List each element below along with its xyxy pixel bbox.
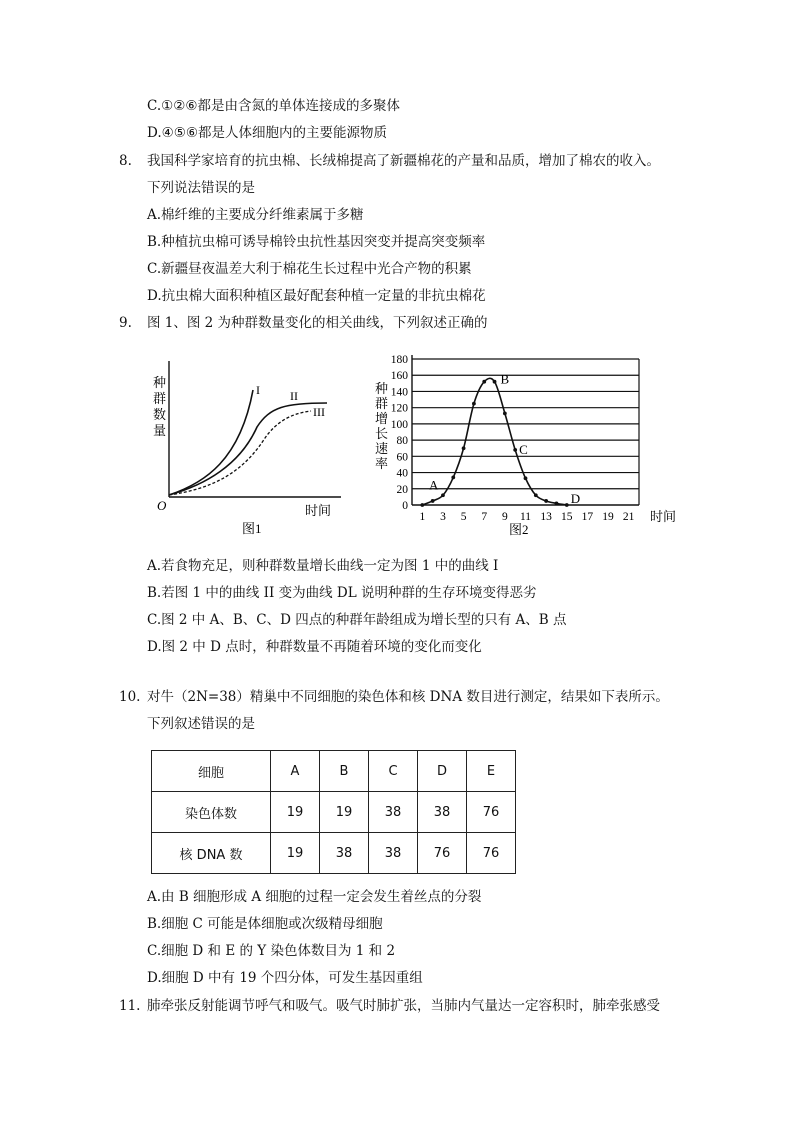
option-c: C.细胞 D 和 E 的 Y 染色体数目为 1 和 2 [147,943,396,959]
fig2-y-tick-label: 40 [396,467,408,480]
fig1-curve-ii [169,403,327,495]
table-cell: 38 [369,792,418,833]
fig2-ylabel-char: 长 [375,426,389,441]
fig2-y-tick-label: 60 [396,451,408,464]
question-stem: 对牛（2N=38）精巢中不同细胞的染色体和核 DNA 数目进行测定，结果如下表所示。 [147,689,669,705]
figure-1-population-curves [145,345,380,540]
fig2-y-tick-label: 100 [390,418,408,431]
fig2-ylabel-char: 种 [375,381,389,396]
fig1-curve-i [169,390,253,495]
option-d: D.图 2 中 D 点时，种群数量不再随着环境的变化而变化 [147,639,482,655]
fig2-data-point [493,380,497,384]
table-cell: 76 [418,833,467,874]
fig2-x-tick-label: 9 [501,511,508,523]
fig2-x-tick-label: 19 [602,511,614,523]
fig2-xlabel: 时间 [650,509,677,524]
fig2-caption: 图2 [509,522,529,537]
fig2-ylabel-char: 速 [375,441,389,456]
fig1-origin: O [157,498,167,513]
table-cell: 核 DNA 数 [152,833,271,874]
fig2-ylabel-char: 群 [375,396,389,411]
fig1-ylabel-char: 群 [153,391,167,406]
fig2-point-label: B [500,371,510,387]
fig2-x-tick-label: 5 [460,511,467,523]
fig1-xlabel: 时间 [305,503,332,518]
fig2-x-tick-label: 21 [622,511,635,523]
question-stem: 下列说法错误的是 [147,180,255,196]
table-cell: 38 [320,833,369,874]
option-a: A.由 B 细胞形成 A 细胞的过程一定会发生着丝点的分裂 [147,889,482,905]
fig2-data-point [513,448,517,452]
fig2-data-point [565,503,569,507]
question-number: 8. [119,153,132,169]
table-cell: 38 [369,833,418,874]
fig1-curve-label: III [313,405,325,419]
fig1-ylabel-char: 量 [153,423,167,438]
table-header-cell: C [369,751,418,792]
fig2-growth-curve [422,378,566,505]
option-c-prev: C.①②⑥都是由含氮的单体连接成的多聚体 [147,98,400,114]
fig2-x-tick-label: 11 [519,511,532,523]
fig2-ylabel-char: 增 [375,411,389,426]
fig2-x-tick-label: 13 [540,511,552,523]
option-d-prev: D.④⑤⑥都是人体细胞内的主要能源物质 [147,125,387,141]
fig2-y-tick-label: 80 [396,435,408,448]
fig2-y-tick-label: 160 [390,370,408,383]
fig1-curve-label: I [256,383,260,397]
fig2-x-tick-label: 1 [419,511,426,523]
fig2-point-label: D [570,491,581,506]
option-c: C.图 2 中 A、B、C、D 四点的种群年龄组成为增长型的只有 A、B 点 [147,612,567,628]
table-header-cell: E [467,751,516,792]
fig2-data-point [451,476,455,480]
fig2-point-label: C [519,441,528,457]
fig2-point-label: A [428,477,439,493]
table-cell: 38 [418,792,467,833]
table-header-cell: 细胞 [152,751,271,792]
option-c: C.新疆昼夜温差大利于棉花生长过程中光合产物的积累 [147,261,472,277]
table-row [152,792,516,833]
table-header-cell: B [320,751,369,792]
figure-2-growth-rate-chart [365,345,695,540]
table-cell: 19 [271,792,320,833]
fig1-curve-label: II [290,389,298,403]
question-number: 10. [119,689,141,705]
option-d: D.抗虫棉大面积种植区最好配套种植一定量的非抗虫棉花 [147,288,486,304]
fig1-caption: 图1 [242,521,262,536]
fig2-data-point [503,411,507,415]
fig2-x-tick-label: 7 [481,511,488,523]
fig2-data-point [524,476,528,480]
fig2-data-point [555,501,559,505]
fig2-y-tick-label: 20 [396,483,408,496]
fig2-data-point [462,446,466,450]
fig2-x-tick-label: 3 [440,511,446,523]
table-row [152,833,516,874]
fig2-ylabel-char: 率 [375,456,389,471]
table-cell: 19 [271,833,320,874]
fig1-ylabel-char: 数 [153,407,167,422]
option-d: D.细胞 D 中有 19 个四分体，可发生基因重组 [147,970,423,986]
cell-count-table [151,750,516,874]
question-stem: 我国科学家培育的抗虫棉、长绒棉提高了新疆棉花的产量和品质，增加了棉农的收入。 [147,153,660,169]
fig2-data-point [482,380,486,384]
table-header-cell: A [271,751,320,792]
fig2-data-point [472,402,476,406]
question-number: 11. [119,998,141,1014]
table-cell: 76 [467,792,516,833]
question-stem: 下列叙述错误的是 [147,716,255,732]
question-stem: 图 1、图 2 为种群数量变化的相关曲线，下列叙述正确的 [147,315,488,331]
fig2-x-tick-label: 15 [561,511,573,523]
fig2-x-tick-label: 17 [581,511,594,523]
fig2-data-point [441,493,445,497]
fig2-y-tick-label: 0 [402,500,408,512]
option-a: A.若食物充足，则种群数量增长曲线一定为图 1 中的曲线 I [147,558,499,574]
question-number: 9. [119,315,132,331]
option-b: B.若图 1 中的曲线 II 变为曲线 DL 说明种群的生存环境变得恶劣 [147,585,537,601]
table-header-row [152,751,516,792]
fig2-data-point [534,493,538,497]
table-cell: 染色体数 [152,792,271,833]
table-header-cell: D [418,751,467,792]
fig2-data-point [420,503,424,507]
table-cell: 76 [467,833,516,874]
option-b: B.种植抗虫棉可诱导棉铃虫抗性基因突变并提高突变频率 [147,234,486,250]
fig1-ylabel-char: 种 [153,375,167,390]
fig2-y-tick-label: 180 [390,354,408,366]
fig2-y-tick-label: 120 [390,402,408,415]
table-cell: 19 [320,792,369,833]
option-a: A.棉纤维的主要成分纤维素属于多糖 [147,207,364,223]
fig2-data-point [544,499,548,503]
fig2-y-tick-label: 140 [390,386,408,399]
fig2-data-point [431,499,435,503]
question-stem: 肺牵张反射能调节呼气和吸气。吸气时肺扩张，当肺内气量达一定容积时，肺牵张感受 [147,998,660,1014]
option-b: B.细胞 C 可能是体细胞或次级精母细胞 [147,916,383,932]
